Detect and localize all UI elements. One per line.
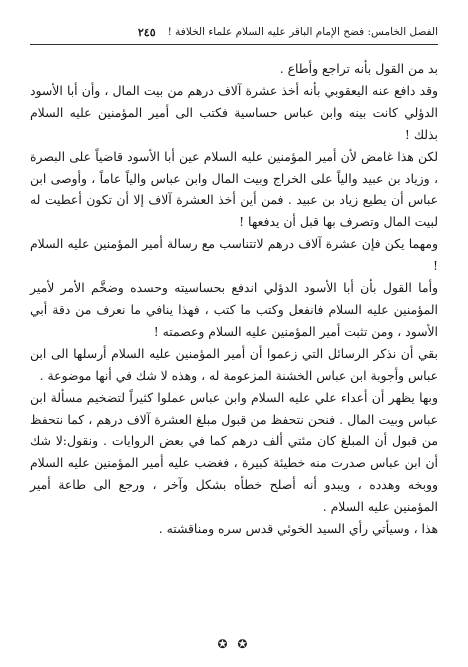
paragraph: ومهما يكن فإن عشرة آلاف درهم لاتتناسب مع رسالة أمير المؤمنين عليه السلام ! [30, 236, 438, 274]
paragraph: وأما القول بأن أبا الأسود الدؤلي اندفع بحساسيته وحسده وضخَّم الأمر لأمير المؤمنين عليه السلام فانفعل وكتب ما كتب ، فهذا ينافي ما نعرف من دقة أبي الأسود ، ومن تثبت أمير المؤمنين عليه السلام وعصمته ! [30, 280, 438, 339]
paragraph: لكن هذا غامض لأن أمير المؤمنين عليه السلام عين أبا الأسود قاضياً على البصرة ، وزياد بن عبيد والياً على الخراج وبيت المال وابن عباس والياً عاماً ، وأوصى ابن عباس أن يطيع زياد بن عبيد . فمن أين أخذ العشرة آلاف إلا أن تكون أعطيت له لبيت المال وتصرف بها قبل أن يدفعها ! [30, 148, 438, 230]
paragraph: وبها يظهر أن أعداء علي عليه السلام وابن عباس عملوا كثيراً لتضخيم مسألة ابن عباس وبيت المال . فنحن نتحفظ من قبول مبلغ العشرة آلاف درهم ، كما نتحفظ من قبول أن المبلغ كان مئتي ألف درهم كما في بعض الروايات . ونقول:لا شك أن ابن عباس صدرت منه خطيئة كبيرة ، فغضب عليه أمير المؤمنين عليه السلام ووبخه وهدده ، ويبدو أنه أصلح خطأه بشكل وآخر ، ورجع الى طاعة أمير المؤمنين عليه السلام . [30, 389, 438, 515]
header-rule [30, 44, 438, 45]
running-header [30, 22, 438, 42]
page-body [30, 58, 438, 540]
paragraph: بقي أن نذكر الرسائل التي زعموا أن أمير المؤمنين عليه السلام أرسلها الى ابن عباس وأجوبة ابن عباس الخشنة المزعومة له ، وهذه لا شك في أنها موضوعة . [30, 345, 438, 383]
page-number: ٢٤٥ [137, 25, 156, 39]
paragraph: بد من القول بأنه تراجع وأطاع . [279, 61, 438, 76]
end-ornament: ✪ ✪ [217, 637, 251, 651]
paragraph: هذا ، وسيأتي رأي السيد الخوئي قدس سره ومناقشته . [158, 521, 438, 537]
paragraph: وقد دافع عنه اليعقوبي بأنه أخذ عشرة آلاف درهم من بيت المال ، وأن أبا الأسود الدؤلي كانت بينه وابن عباس حساسية فكتب الى أمير المؤمنين عليه السلام بذلك ! [30, 82, 438, 142]
chapter-title: الفصل الخامس: فضح الإمام الباقر علیه السلام علماء الخلافة ! [167, 26, 438, 38]
